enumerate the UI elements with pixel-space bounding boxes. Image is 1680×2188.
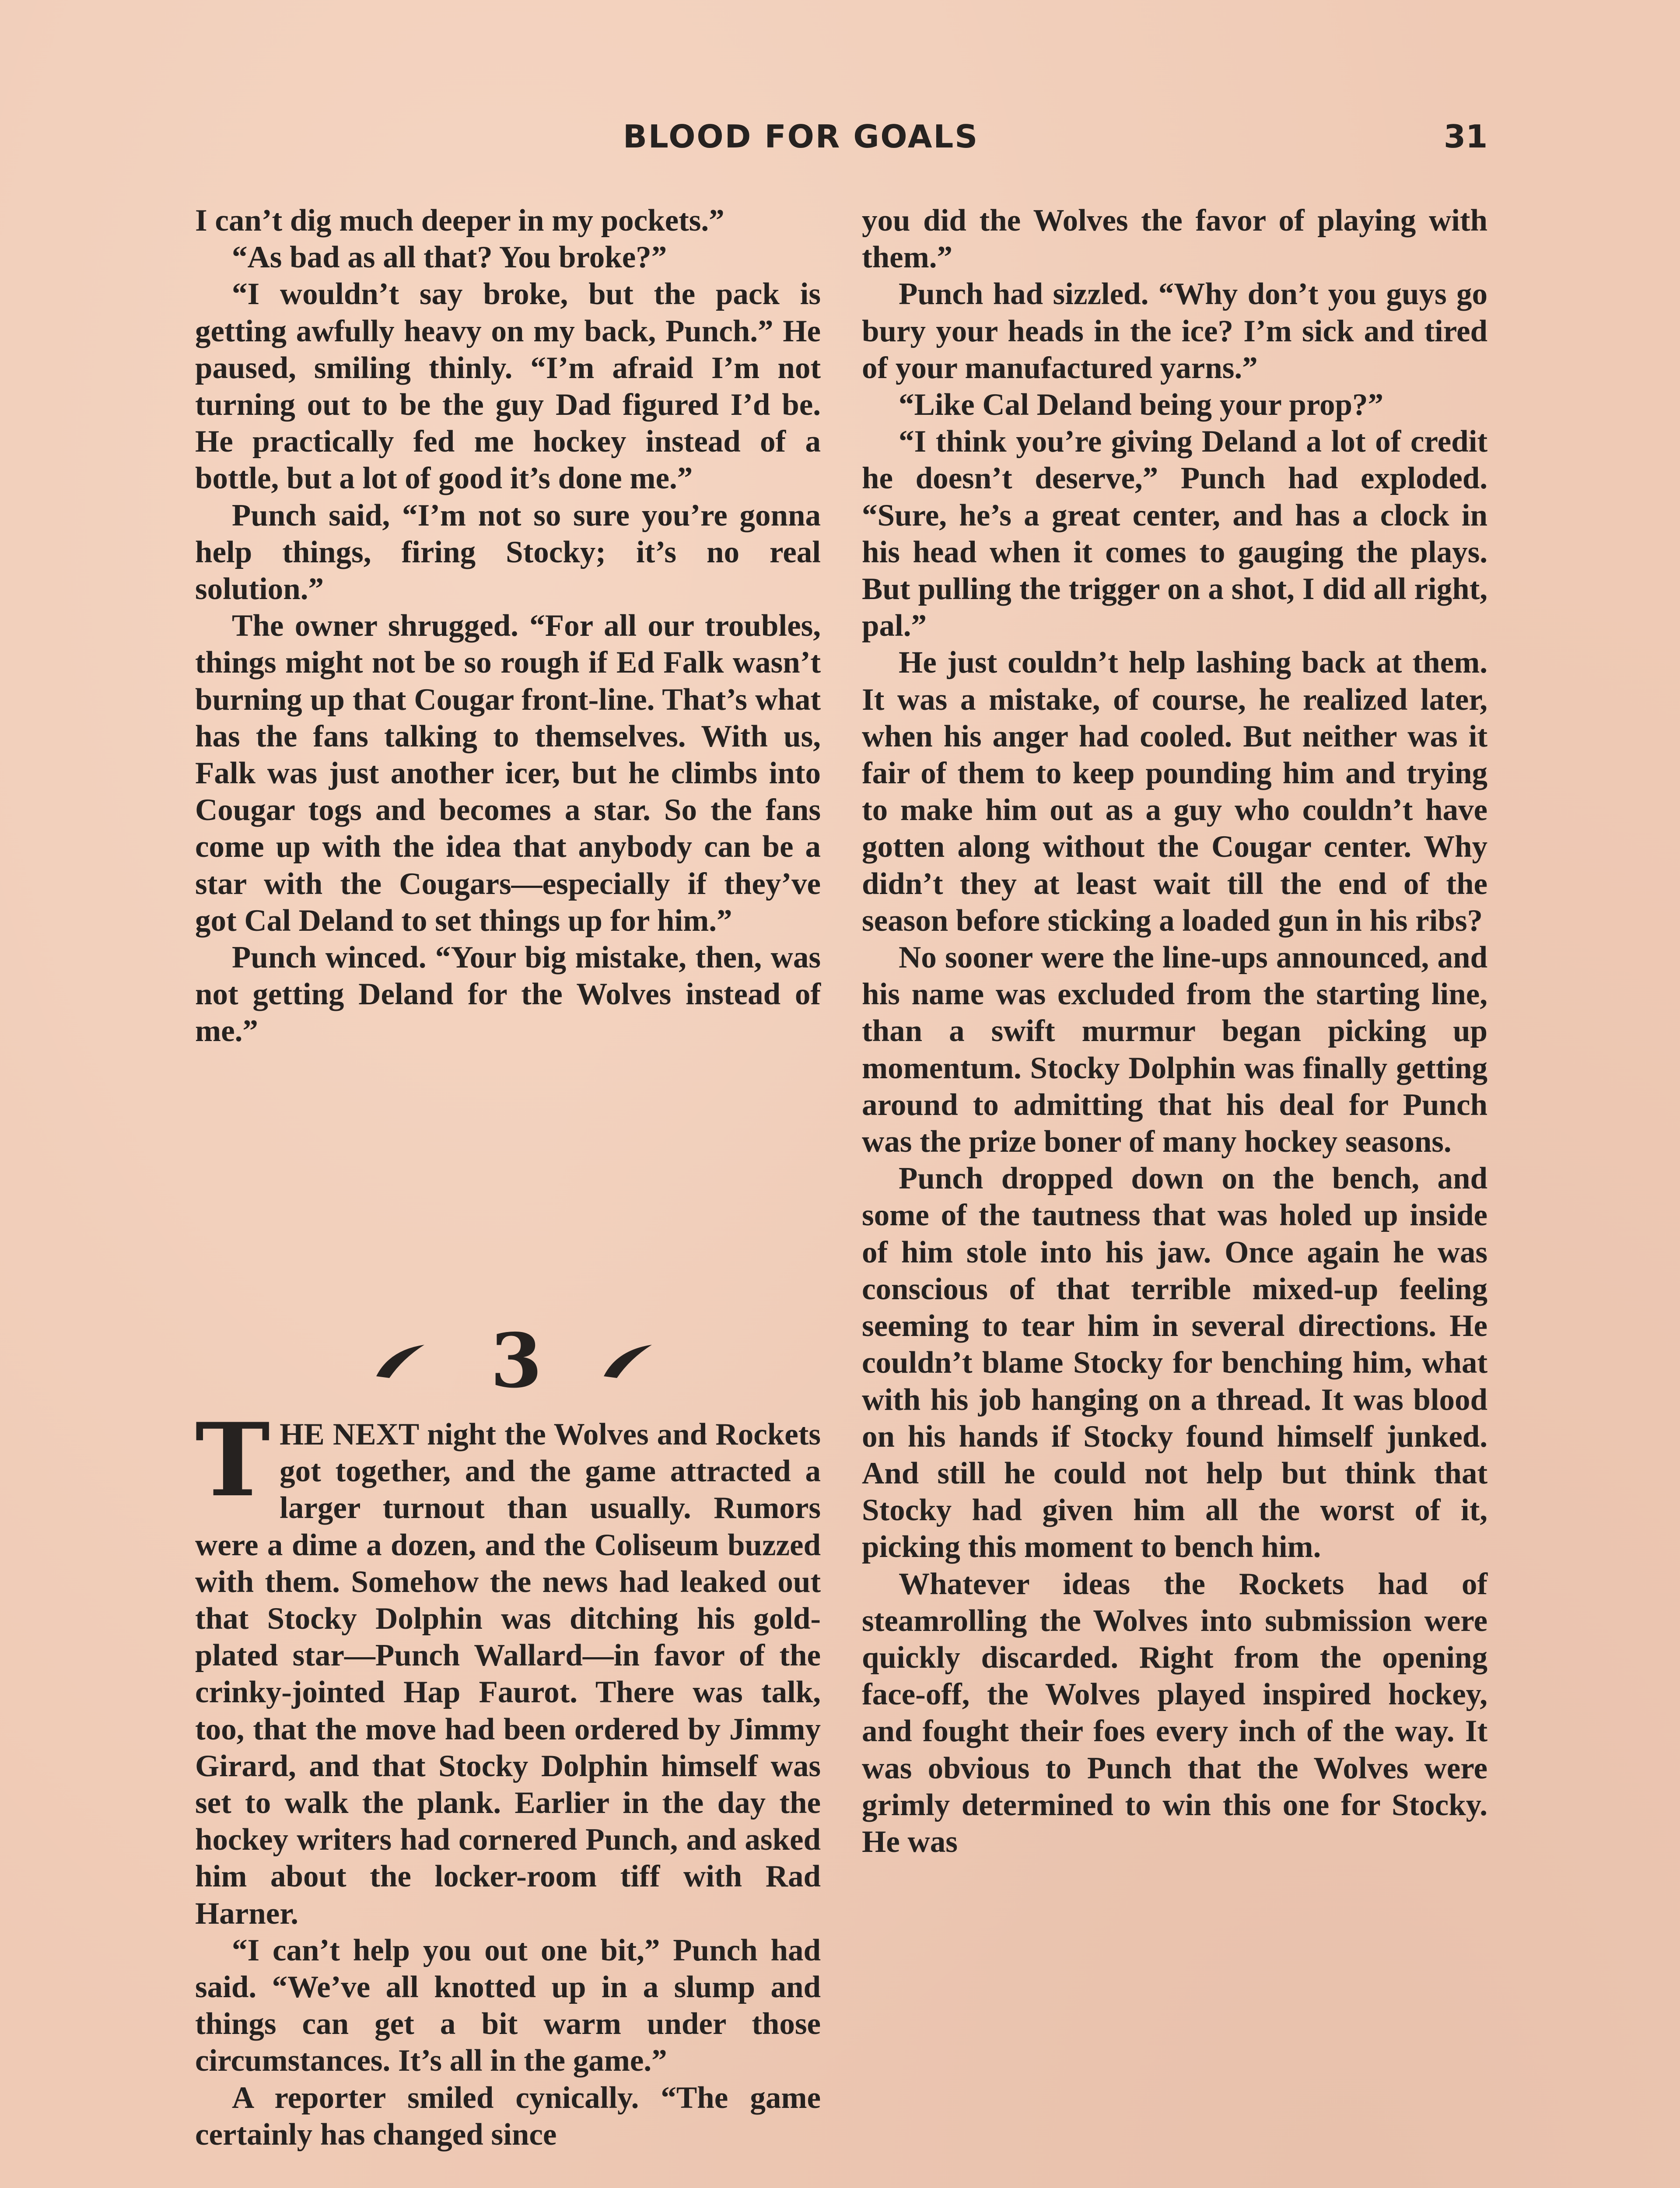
paragraph: Punch said, “I’m not so sure you’re gonna help things, firing Stocky; it’s no real solution.” [195, 498, 821, 607]
paragraph: Punch dropped down on the bench, and some of the tautness that was holed up inside of him stole into his jaw. Once again he was conscious of that terrible mixed-up feeling seeming to tear him in several directions. He couldn’t blame Stocky for benching him, what with his job hanging on a thread. It was blood on his hands if Stocky found himself junked. And still he could not help but think that Stocky had given him all the worst of it, picking this moment to bench him. [862, 1161, 1488, 1564]
paragraph: Whatever ideas the Rockets had of steamrolling the Wolves into submission were quickly discarded. Right from the opening face-off, the Wolves played inspired hockey, and fought their foes every inch of the way. It was obvious to Punch that the Wolves were grimly determined to win this one for Stocky. He was [862, 1567, 1488, 1859]
paragraph: you did the Wolves the favor of playing with them.” [862, 203, 1488, 275]
page-number: 31 [1444, 118, 1488, 155]
chapter-heading [372, 1317, 661, 1405]
chapter-opening-paragraph [195, 1401, 821, 1932]
paragraph: A reporter smiled cynically. “The game certainly has changed since [195, 2080, 821, 2152]
left-column [195, 202, 821, 1050]
right-column [862, 202, 1488, 1860]
running-title: BLOOD FOR GOALS [623, 118, 979, 155]
chapter-text [195, 1401, 821, 2153]
paragraph: I can’t dig much deeper in my pockets.” [195, 203, 724, 238]
paragraph: The owner shrugged. “For all our troubles, things might not be so rough if Ed Falk wasn’t burning up that Cougar front-line. That’s what has the fans talking to themselves. With us, Falk was just another icer, but he climbs into Cougar togs and becomes a star. So the fans come up with the idea that anybody can be a star with the Cougars—especially if they’ve got Cal Deland to set things up for him.” [195, 609, 821, 938]
paragraph: Punch had sizzled. “Why don’t you guys go bury your heads in the ice? I’m sick and tired of your manufactured yarns.” [862, 277, 1488, 385]
paragraph: “As bad as all that? You broke?” [232, 240, 667, 275]
ornament-right-icon [599, 1341, 661, 1381]
paragraph: “Like Cal Deland being your prop?” [899, 388, 1383, 422]
paragraph: “I can’t help you out one bit,” Punch had said. “We’ve all knotted up in a slump and things can get a bit warm under those circumstances. It’s all in the game.” [195, 1933, 821, 2078]
drop-cap: T [195, 1401, 270, 1519]
chapter-opening-text: HE NEXT night the Wolves and Rockets got together, and the game attracted a larger turnout than usually. Rumors were a dime a dozen, and the Coliseum buzzed with them. Somehow the news had leaked out that Stocky Dolphin was ditching his gold-plated star—Punch Wallard—in favor of the crinky-jointed Hap Faurot. There was talk, too, that the move had been ordered by Jimmy Girard, and that Stocky Dolphin himself was set to walk the plank. Earlier in the day the hockey writers had cornered Punch, and asked him about the locker-room tiff with Rad Harner. [195, 1417, 821, 1931]
paragraph: Punch winced. “Your big mistake, then, was not getting Deland for the Wolves instead of me.” [195, 940, 821, 1048]
chapter-number: 3 [490, 1317, 542, 1405]
ornament-left-icon [372, 1341, 433, 1381]
paragraph: “I think you’re giving Deland a lot of credit he doesn’t deserve,” Punch had exploded. “Sure, he’s a great center, and has a clock in his head when it comes to gauging the plays. But pulling the trigger on a shot, I did all right, pal.” [862, 424, 1488, 643]
paragraph: “I wouldn’t say broke, but the pack is getting awfully heavy on my back, Punch.” He paused, smiling thinly. “I’m afraid I’m not turning out to be the guy Dad figured I’d be. He practically fed me hockey instead of a bottle, but a lot of good it’s done me.” [195, 277, 821, 496]
paragraph: He just couldn’t help lashing back at them. It was a mistake, of course, he realized later, when his anger had cooled. But neither was it fair of them to keep pounding him and trying to make him out as a guy who couldn’t have gotten along without the Cougar center. Why didn’t they at least wait till the end of the season before sticking a loaded gun in his ribs? [862, 645, 1488, 938]
paragraph: No sooner were the line-ups announced, and his name was excluded from the starting line, than a swift murmur began picking up momentum. Stocky Dolphin was finally getting around to admitting that his deal for Punch was the prize boner of many hockey seasons. [862, 940, 1488, 1159]
